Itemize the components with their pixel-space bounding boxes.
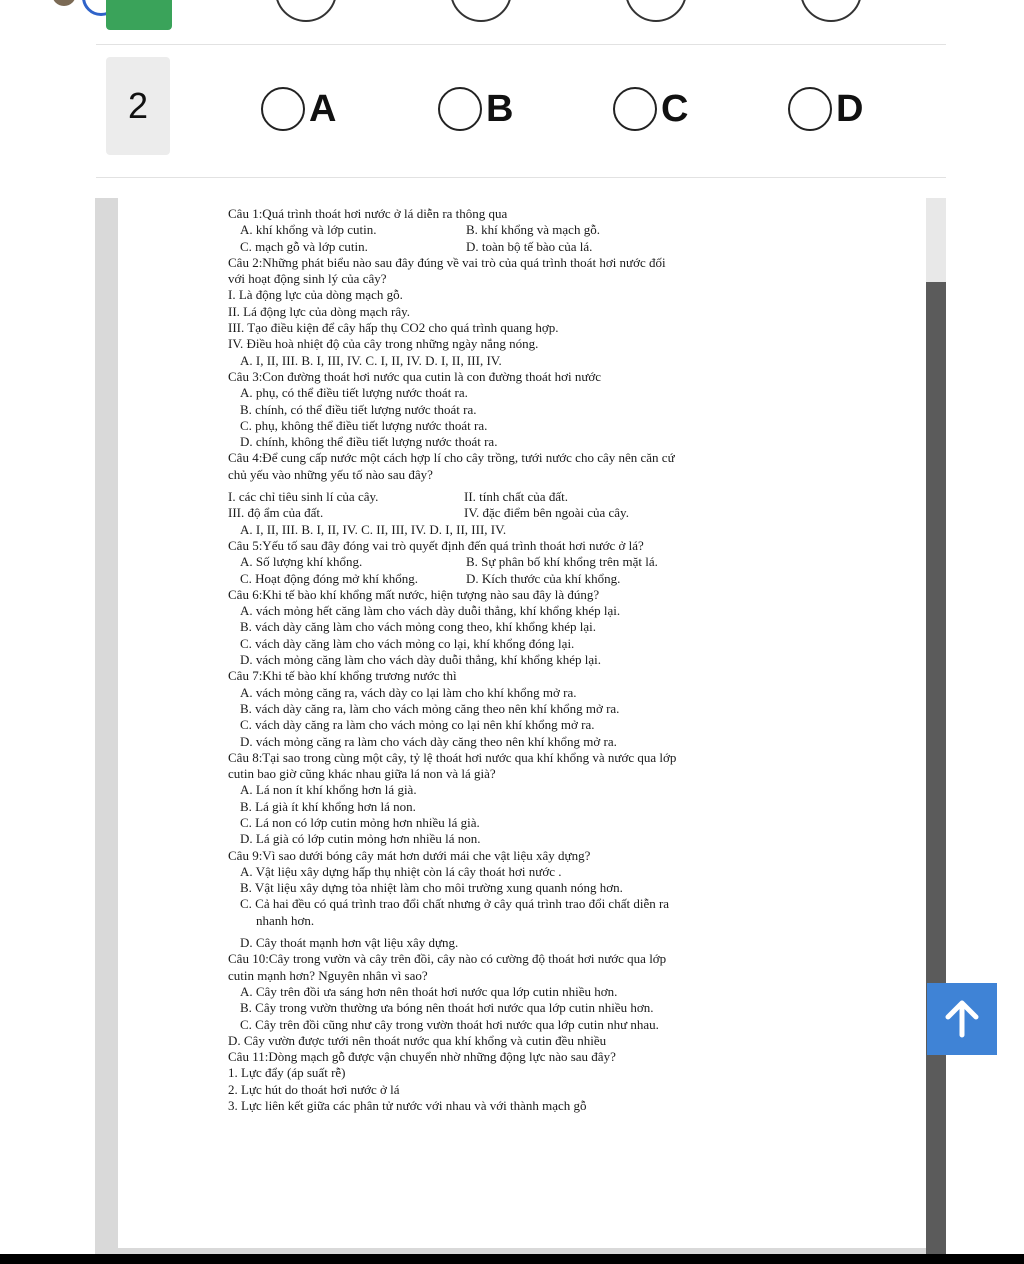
- text-line: B. vách dày căng làm cho vách mỏng cong theo, khí khổng khép lại.: [240, 619, 596, 635]
- choice-text: D. Kích thước của khí khổng.: [466, 570, 621, 586]
- text-line: [228, 489, 868, 505]
- option-b[interactable]: [438, 85, 513, 133]
- text-line: D. chính, không thể điều tiết lượng nước thoát ra.: [240, 434, 498, 450]
- text-line: B. Cây trong vườn thường ưa bóng nên thoát hơi nước qua lớp cutin nhiều hơn.: [240, 1000, 654, 1016]
- text-line: [228, 571, 868, 587]
- text-line: A. I, II, III. B. I, III, IV. C. I, II, IV. D. I, II, III, IV.: [240, 352, 502, 368]
- question-line: Câu 1:Quá trình thoát hơi nước ở lá diễn ra thông qua: [228, 206, 508, 221]
- avatar: [52, 0, 76, 6]
- answer-row: [96, 44, 946, 178]
- text-line: III. Tạo điều kiện để cây hấp thụ CO2 cho quá trình quang hợp.: [228, 320, 559, 336]
- circle-icon: [450, 0, 512, 22]
- text-line: với hoạt động sinh lý của cây?: [228, 271, 387, 287]
- text-line: C. vách dày căng làm cho vách mỏng co lại, khí khổng đóng lại.: [240, 635, 575, 651]
- text-line: 1. Lực đẩy (áp suất rễ): [228, 1065, 346, 1081]
- text-line: I. Là động lực của dòng mạch gỗ.: [228, 287, 403, 303]
- text-line: C. vách dày căng ra làm cho vách mỏng co lại nên khí khổng mở ra.: [240, 717, 595, 733]
- text-line: C. Cây trên đồi cũng như cây trong vườn thoát hơi nước qua lớp cutin như nhau.: [240, 1016, 659, 1032]
- text-line: II. Lá động lực của dòng mạch rây.: [228, 303, 410, 319]
- text-line: [228, 239, 868, 255]
- question-line: Câu 11:Dòng mạch gỗ được vận chuyển nhờ những động lực nào sau đây?: [228, 1049, 616, 1065]
- submit-indicator[interactable]: [106, 0, 172, 30]
- document-text: [228, 206, 868, 1114]
- text-line: IV. Điều hoà nhiệt độ của cây trong những ngày nắng nóng.: [228, 336, 539, 352]
- radio-icon[interactable]: [438, 87, 482, 131]
- option-label: B: [486, 87, 514, 130]
- choice-text: D. toàn bộ tế bào của lá.: [466, 238, 593, 254]
- text-line: D. Cây thoát mạnh hơn vật liệu xây dựng.: [240, 935, 459, 951]
- choice-text: IV. đặc điểm bên ngoài của cây.: [464, 505, 629, 521]
- choice-text: I. các chỉ tiêu sinh lí của cây.: [228, 489, 379, 505]
- text-line: cutin bao giờ cũng khác nhau giữa lá non và lá già?: [228, 766, 496, 782]
- text-line: A. vách mỏng hết căng làm cho vách dày duỗi thẳng, khí khổng khép lại.: [240, 603, 621, 619]
- radio-icon[interactable]: [261, 87, 305, 131]
- choice-text: C. Hoạt động đóng mở khí khổng.: [240, 570, 419, 586]
- text-line: chủ yếu vào những yếu tố nào sau đây?: [228, 466, 433, 482]
- option-label: D: [836, 87, 864, 130]
- arrow-up-icon: [944, 999, 980, 1039]
- choice-text: B. khí khổng và mạch gỗ.: [466, 222, 600, 238]
- circle-icon: [275, 0, 337, 22]
- text-line: D. vách mỏng căng ra làm cho vách dày căng theo nên khí khổng mở ra.: [240, 733, 617, 749]
- text-line: A. vách mỏng căng ra, vách dày co lại làm cho khí khổng mở ra.: [240, 684, 577, 700]
- question-number: 2: [106, 57, 170, 155]
- text-line: [228, 505, 868, 521]
- scroll-to-top-button[interactable]: [927, 983, 997, 1055]
- text-line: B. chính, có thể điều tiết lượng nước thoát ra.: [240, 401, 477, 417]
- circle-icon: [800, 0, 862, 22]
- choice-text: C. mạch gỗ và lớp cutin.: [240, 238, 368, 254]
- choice-text: B. Sự phân bố khí khổng trên mặt lá.: [466, 554, 658, 570]
- text-line: C. Lá non có lớp cutin mỏng hơn nhiều lá già.: [240, 814, 480, 830]
- question-line: Câu 10:Cây trong vườn và cây trên đồi, cây nào có cường độ thoát hơi nước qua lớp: [228, 951, 667, 967]
- text-line: 2. Lực hút do thoát hơi nước ở lá: [228, 1081, 400, 1097]
- question-line: Câu 6:Khi tế bào khí khổng mất nước, hiện tượng nào sau đây là đúng?: [228, 586, 600, 602]
- choice-text: A. Số lượng khí khổng.: [240, 554, 363, 570]
- question-line: Câu 8:Tại sao trong cùng một cây, tỷ lệ thoát hơi nước qua khí khổng và nước qua lớp: [228, 749, 677, 765]
- choice-text: A. khí khổng và lớp cutin.: [240, 222, 377, 238]
- text-line: B. vách dày căng ra, làm cho vách mỏng căng theo nên khí khổng mở ra.: [240, 700, 620, 716]
- top-strip: [0, 0, 1024, 40]
- radio-icon[interactable]: [788, 87, 832, 131]
- scrollbar-thumb[interactable]: [926, 282, 946, 1264]
- option-d[interactable]: [788, 85, 863, 133]
- choice-text: III. độ ẩm của đất.: [228, 505, 324, 521]
- text-line: B. Lá già ít khí khổng hơn lá non.: [240, 798, 416, 814]
- text-line: cutin mạnh hơn? Nguyên nhân vì sao?: [228, 967, 428, 983]
- bottom-bar: [0, 1254, 1024, 1264]
- question-line: Câu 3:Con đường thoát hơi nước qua cutin là con đường thoát hơi nước: [228, 368, 602, 384]
- text-line: A. I, II, III. B. I, II, IV. C. II, III, IV. D. I, II, III, IV.: [240, 521, 507, 537]
- text-line: B. Vật liệu xây dựng tỏa nhiệt làm cho môi trường xung quanh nóng hơn.: [240, 880, 623, 896]
- text-line: A. Vật liệu xây dựng hấp thụ nhiệt còn lá cây thoát hơi nước .: [240, 863, 562, 879]
- text-line: nhanh hơn.: [256, 912, 315, 928]
- option-a[interactable]: [261, 85, 336, 133]
- text-line: A. Lá non ít khí khổng hơn lá già.: [240, 782, 417, 798]
- option-c[interactable]: [613, 85, 688, 133]
- radio-icon[interactable]: [613, 87, 657, 131]
- text-line: D. vách mỏng căng làm cho vách dày duỗi thẳng, khí khổng khép lại.: [240, 652, 602, 668]
- circle-icon: [625, 0, 687, 22]
- question-line: Câu 7:Khi tế bào khí khổng trương nước thì: [228, 668, 457, 684]
- text-line: D. Lá già có lớp cutin mỏng hơn nhiều lá non.: [240, 831, 481, 847]
- question-line: Câu 4:Để cung cấp nước một cách hợp lí cho cây trồng, tưới nước cho cây nên căn cứ: [228, 450, 675, 466]
- text-line: 3. Lực liên kết giữa các phân tử nước với nhau và với thành mạch gỗ: [228, 1098, 587, 1114]
- text-line: D. Cây vườn được tưới nên thoát nước qua khí khổng và cutin đều nhiều: [228, 1032, 607, 1048]
- question-line: Câu 5:Yếu tố sau đây đóng vai trò quyết định đến quá trình thoát hơi nước ở lá?: [228, 537, 644, 553]
- text-line: [228, 222, 868, 238]
- choice-text: II. tính chất của đất.: [464, 489, 568, 505]
- text-line: A. phụ, có thể điều tiết lượng nước thoát ra.: [240, 385, 468, 401]
- option-label: A: [309, 87, 337, 130]
- text-line: C. Cả hai đều có quá trình trao đổi chất nhưng ở cây quá trình trao đổi chất diễn ra: [240, 896, 670, 912]
- text-line: [228, 554, 868, 570]
- question-line: Câu 2:Những phát biểu nào sau đây đúng về vai trò của quá trình thoát hơi nước đối: [228, 254, 666, 270]
- question-line: Câu 9:Vì sao dưới bóng cây mát hơn dưới mái che vật liệu xây dựng?: [228, 847, 591, 863]
- text-line: C. phụ, không thể điều tiết lượng nước thoát ra.: [240, 417, 488, 433]
- option-label: C: [661, 87, 689, 130]
- text-line: A. Cây trên đồi ưa sáng hơn nên thoát hơi nước qua lớp cutin nhiều hơn.: [240, 983, 618, 999]
